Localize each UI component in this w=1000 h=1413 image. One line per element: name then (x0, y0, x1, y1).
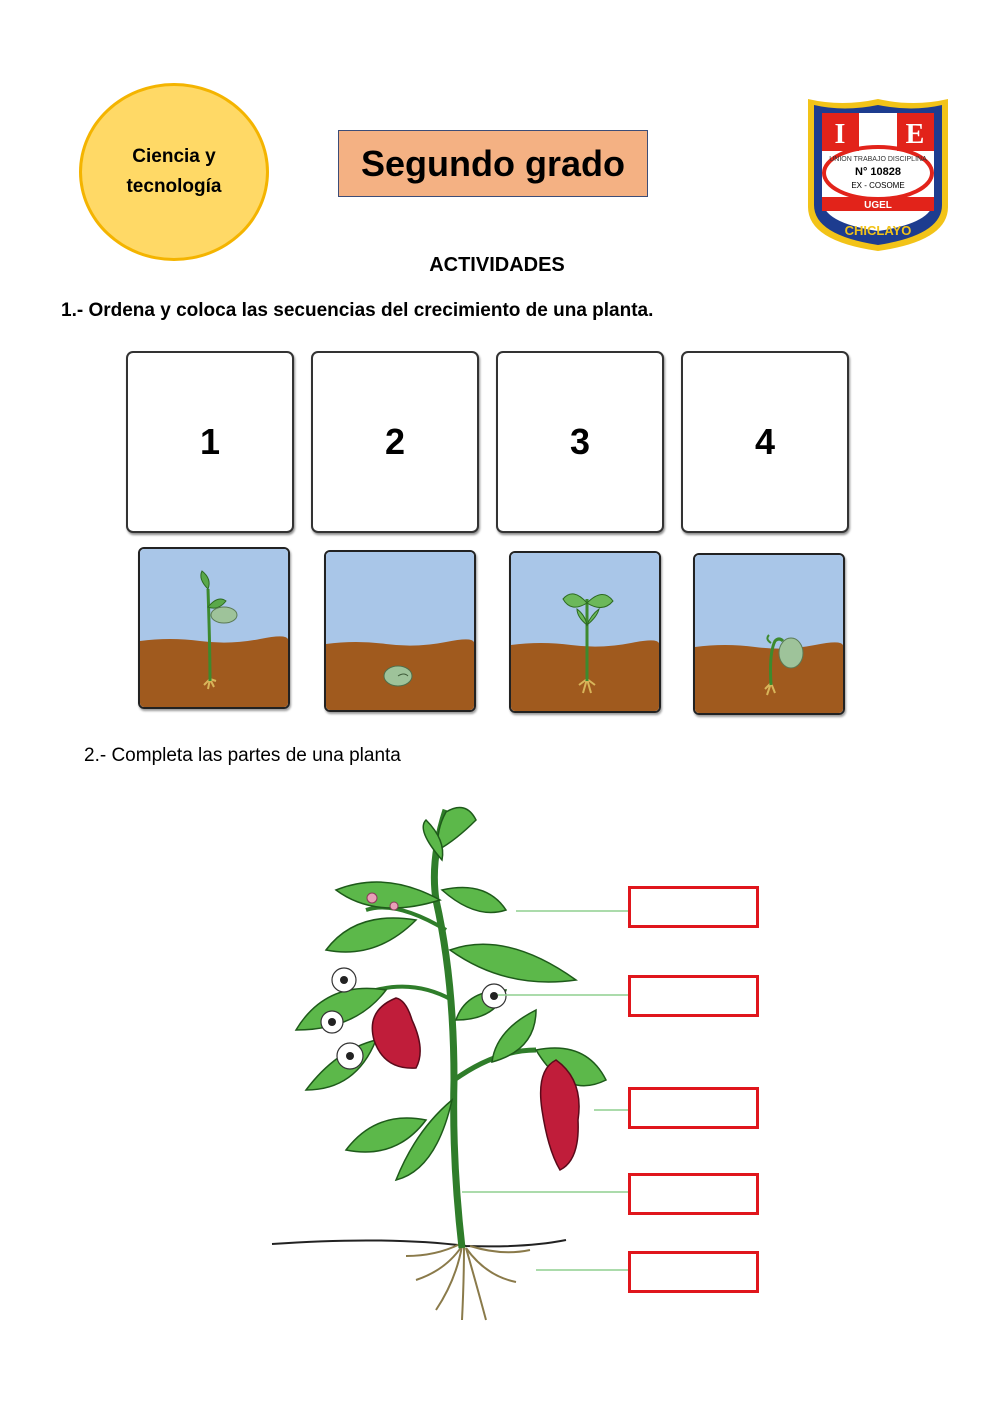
seedling-image (140, 549, 288, 707)
sequence-slot-3[interactable] (496, 351, 664, 533)
sequence-slot-4[interactable] (681, 351, 849, 533)
question-1-text: 1.- Ordena y coloca las secuencias del crecimiento de una planta. (61, 300, 654, 321)
answer-box-4[interactable] (628, 1173, 759, 1215)
young-plant-image (511, 553, 659, 711)
logo-place: EX - COSOME (851, 181, 905, 190)
slot-number: 3 (569, 421, 591, 462)
answer-box-5[interactable] (628, 1251, 759, 1293)
stage-card-germinating[interactable] (693, 553, 845, 715)
stage-card-seed[interactable] (324, 550, 476, 712)
subject-label: Ciencia y tecnología (126, 146, 222, 197)
grade-banner (338, 130, 648, 197)
answer-box-1[interactable] (628, 886, 759, 928)
logo-motto: UNION TRABAJO DISCIPLINA (829, 156, 927, 163)
sequence-slot-2[interactable] (311, 351, 479, 533)
logo-ugel: UGEL (864, 200, 892, 211)
seed-image (326, 552, 474, 710)
germinating-seed-image (695, 555, 843, 713)
sequence-slot-1[interactable] (126, 351, 294, 533)
slot-number: 1 (199, 421, 221, 462)
stage-card-young-plant[interactable] (509, 551, 661, 713)
pepper-fruit (372, 998, 420, 1068)
answer-box-2[interactable] (628, 975, 759, 1017)
subject-badge (79, 83, 269, 261)
logo-city: CHICLAYO (844, 223, 912, 238)
answer-box-3[interactable] (628, 1087, 759, 1129)
roots (406, 1244, 530, 1320)
logo-letter-i: I (834, 119, 846, 150)
logo-letter-e: E (905, 119, 925, 150)
slot-number: 4 (754, 421, 776, 462)
stage-card-seedling[interactable] (138, 547, 290, 709)
school-logo (802, 95, 954, 255)
question-2-text: 2.- Completa las partes de una planta (84, 745, 401, 766)
activities-title: ACTIVIDADES (429, 254, 565, 276)
logo-school-number: N° 10828 (855, 166, 901, 178)
slot-number: 2 (384, 421, 406, 462)
pepper-plant-image (266, 800, 636, 1330)
grade-label: Segundo grado (361, 142, 625, 184)
